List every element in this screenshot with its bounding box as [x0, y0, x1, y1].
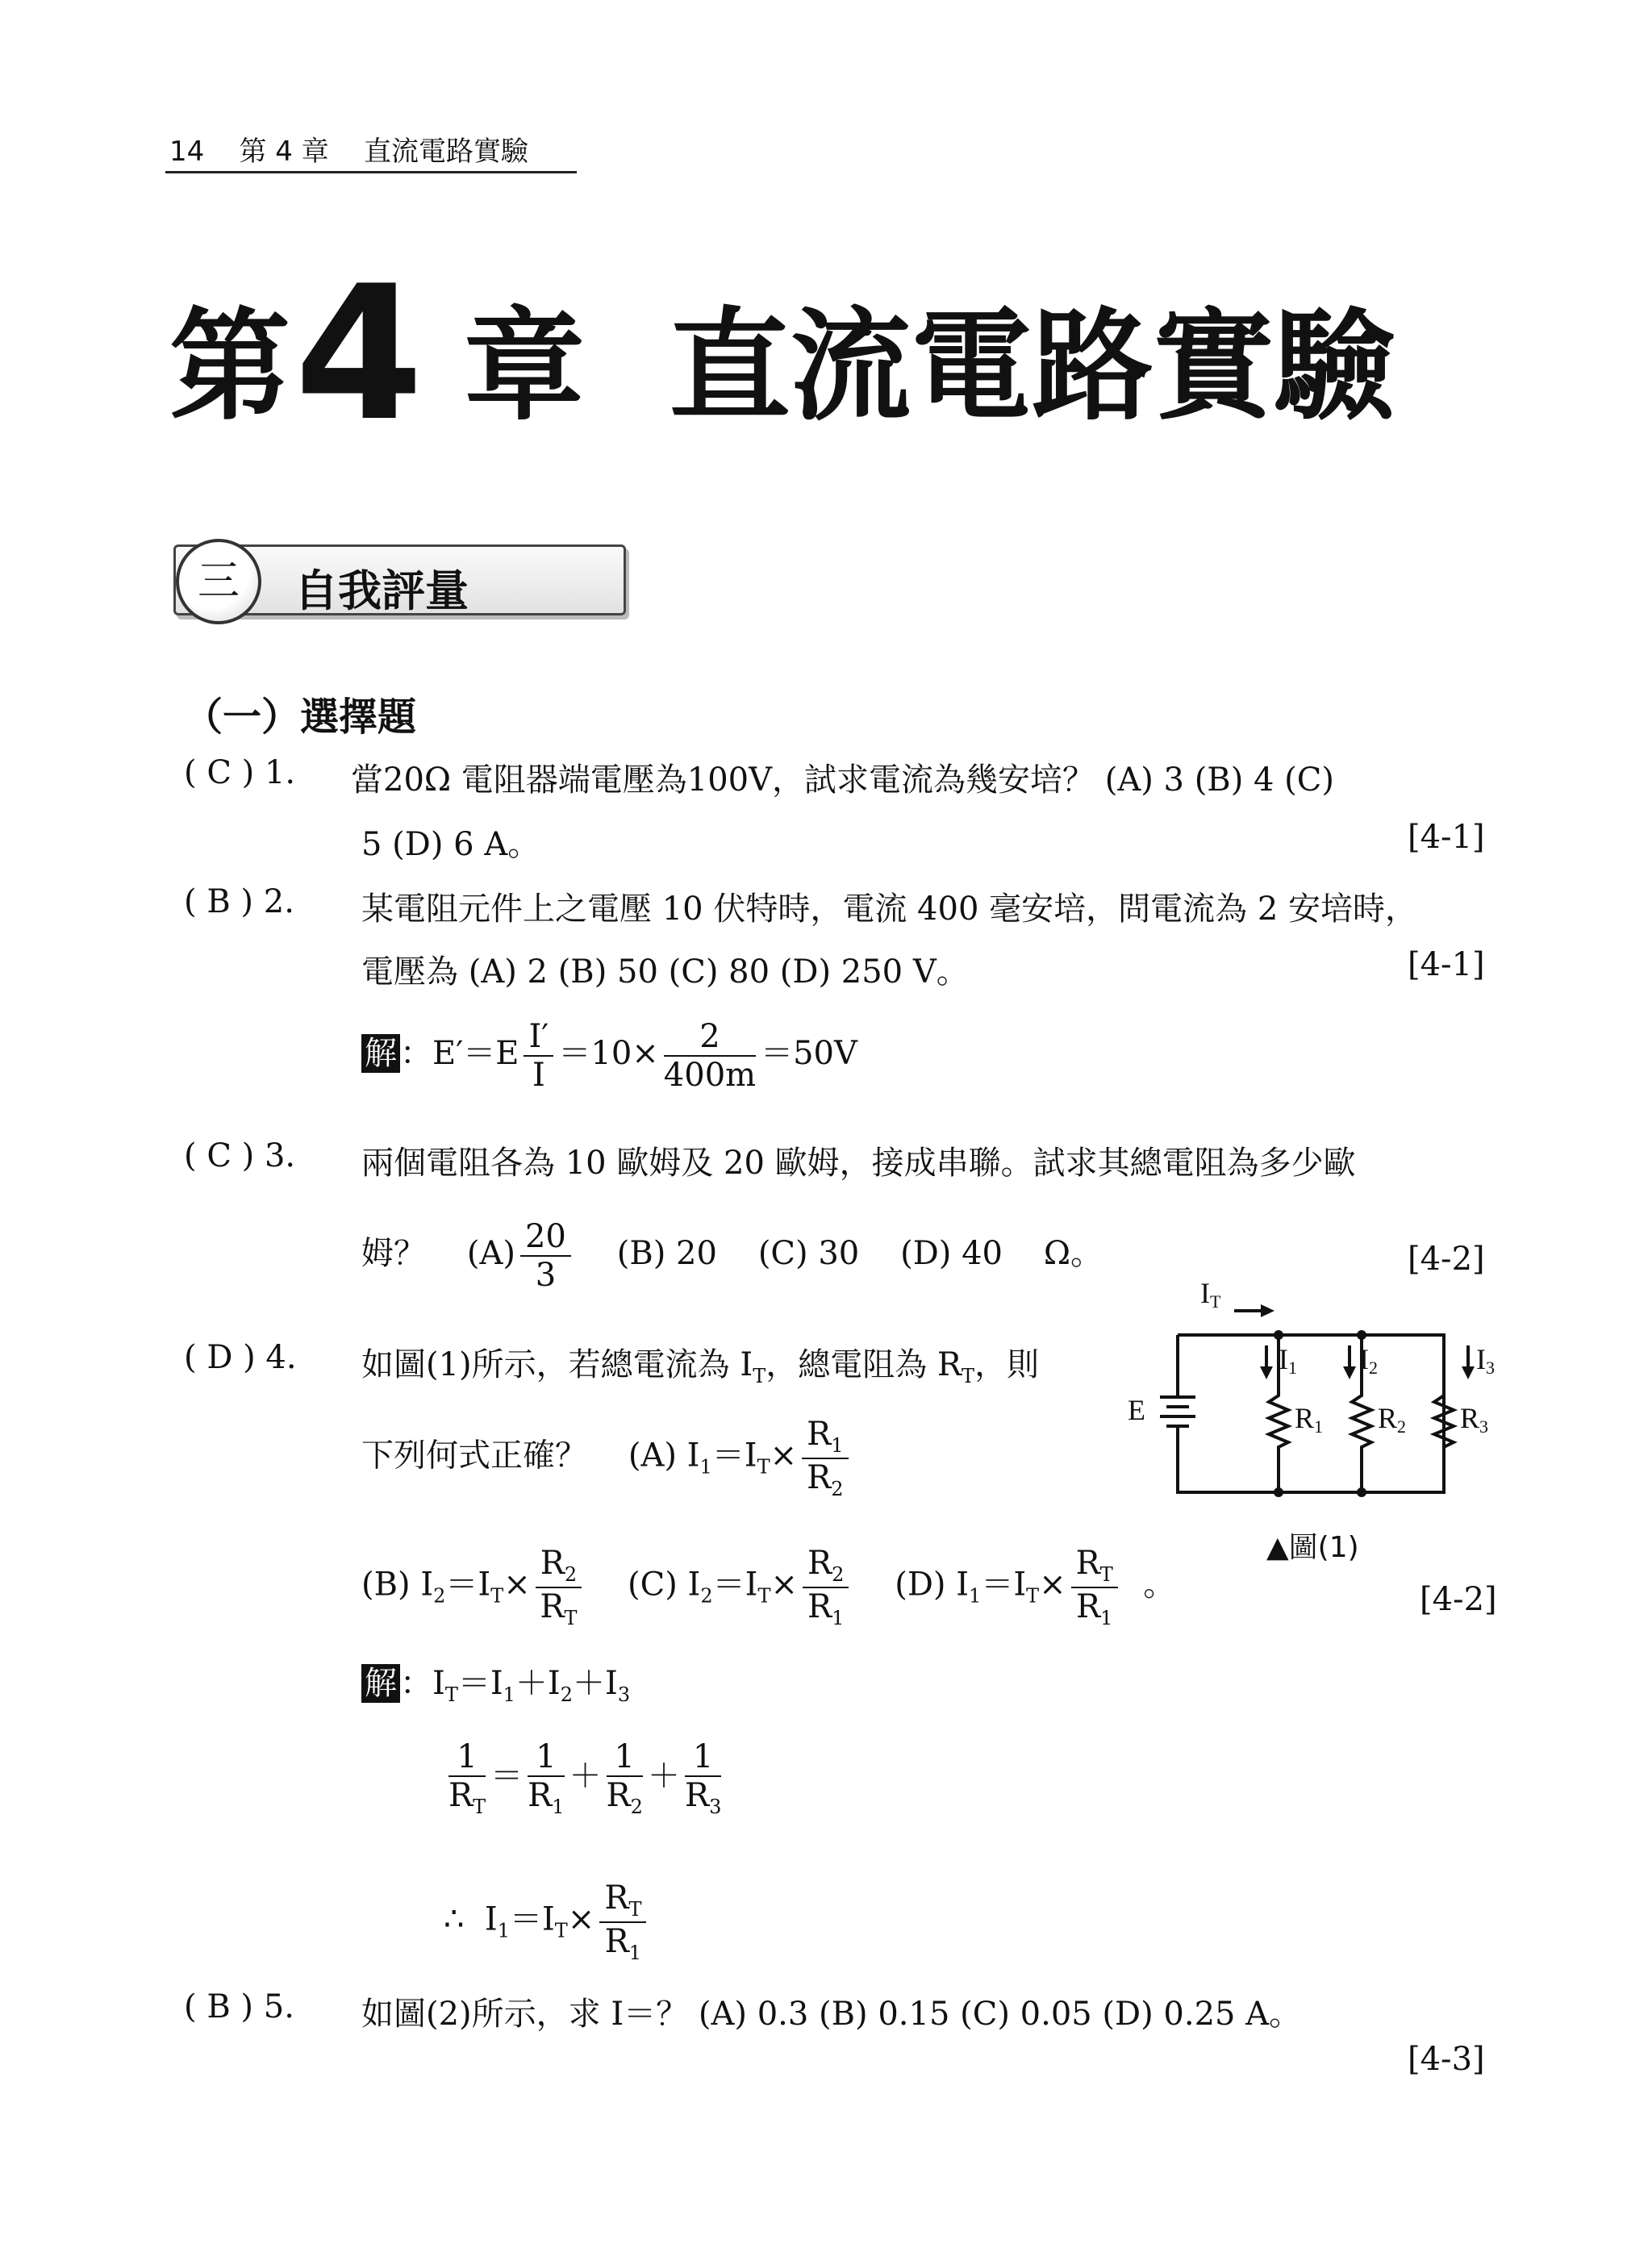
eq: ＝I [712, 1566, 758, 1604]
q4-solution-line1 [361, 1658, 630, 1706]
q2-frac1-den: I [532, 1057, 545, 1094]
sub: T [473, 1796, 486, 1818]
q4-times: × [770, 1437, 798, 1475]
q3-line2-a: 姆？ (A) [361, 1235, 515, 1272]
q2-sol-c: ＝50V [761, 1035, 857, 1072]
header-chapter: 第 4 章 [239, 136, 329, 168]
sub: 2 [831, 1477, 844, 1500]
sub: T [628, 1898, 642, 1921]
t: I [1359, 1343, 1369, 1375]
frac-den-text: R [807, 1458, 832, 1496]
frac-den [803, 1588, 849, 1630]
figure-caption: ▲圖(1) [1266, 1531, 1359, 1564]
resistor-r3 [1434, 1335, 1454, 1492]
q3-frac [520, 1218, 571, 1294]
q4-ref: [4-2] [1420, 1581, 1497, 1618]
chapter-title-first: 第 [169, 297, 291, 437]
q4-opt-d: (D) I [895, 1566, 970, 1604]
eq: ＝I [445, 1566, 491, 1604]
frac-text: R [606, 1777, 631, 1814]
label-r2 [1378, 1402, 1406, 1437]
sub: T [1026, 1584, 1040, 1608]
frac-text: R [540, 1587, 565, 1625]
q2-frac1-num: I′ [524, 1018, 553, 1057]
q4-eq: ＝I [711, 1437, 757, 1475]
sub: 1 [497, 1919, 510, 1942]
sub: T [554, 1919, 568, 1942]
frac-text: R [1075, 1545, 1100, 1582]
page-number: 14 [169, 136, 205, 168]
t: 1 [1314, 1416, 1324, 1437]
q5-line1: 如圖(2)所示，求 I＝？ (A) 0.3 (B) 0.15 (C) 0.05 (D) 0.25 A。 [361, 1996, 1302, 2033]
label-i1 [1279, 1343, 1297, 1378]
q2-line1: 某電阻元件上之電壓 10 伏特時，電流 400 毫安培，問電流為 2 安培時， [361, 891, 1417, 928]
frac-num [599, 1879, 646, 1923]
t: R [1378, 1402, 1398, 1434]
q5-ref: [4-3] [1408, 2041, 1485, 2078]
frac-num: 1 [685, 1738, 721, 1777]
sub: 3 [617, 1683, 631, 1706]
q4-line1-a: 如圖(1)所示，若總電流為 I [361, 1346, 753, 1383]
node [1274, 1487, 1283, 1497]
frac-r1 [528, 1738, 564, 1819]
q3-frac-num: 20 [520, 1218, 571, 1257]
frac-r3 [685, 1738, 721, 1819]
sol-text: ：I [400, 1665, 445, 1702]
frac-text: R [807, 1545, 832, 1582]
circuit-figure [1113, 1266, 1500, 1581]
section-title: 自我評量 [294, 565, 469, 616]
subsection-title: （一）選擇題 [184, 695, 417, 740]
q4-solution-line3 [444, 1879, 651, 1964]
t: R [1295, 1402, 1315, 1434]
q4-frac-d [1071, 1545, 1118, 1629]
q2-frac2-num: 2 [664, 1018, 756, 1057]
node [1357, 1487, 1366, 1497]
eq: ＝I [981, 1566, 1027, 1604]
frac-text: R [604, 1922, 629, 1960]
header-chapter-title: 直流電路實驗 [363, 136, 528, 168]
q3-line1: 兩個電阻各為 10 歐姆及 20 歐姆，接成串聯。試求其總電阻為多少歐 [361, 1145, 1356, 1182]
node [1274, 1330, 1283, 1340]
eq: ＝I [509, 1900, 555, 1938]
frac-num [803, 1545, 849, 1588]
solution-label: 解 [361, 1664, 400, 1703]
frac-num-text: R [807, 1416, 832, 1453]
q2-frac1 [524, 1018, 553, 1094]
header-rule [165, 171, 577, 173]
sol-eq: ＝I [457, 1665, 503, 1702]
q4-line3 [361, 1545, 1175, 1629]
arrow-i1-head [1260, 1366, 1273, 1379]
q2-solution [361, 1018, 857, 1094]
running-header [169, 129, 528, 169]
arrow-i3-head [1462, 1366, 1475, 1379]
t: I [1279, 1343, 1288, 1375]
q5-answer: ( B ) 5. [184, 1988, 294, 2025]
times: × [770, 1566, 798, 1604]
frac-den [448, 1777, 486, 1819]
q3-line2-b: (B) 20 (C) 30 (D) 40 Ω。 [575, 1235, 1103, 1272]
therefore: ∴ I [444, 1900, 498, 1938]
q2-ref: [4-1] [1408, 946, 1485, 983]
q4-sub: 1 [699, 1455, 712, 1479]
sub: 2 [832, 1563, 845, 1586]
arrow-it-head [1261, 1304, 1274, 1317]
frac-den [1071, 1588, 1118, 1630]
sub: 2 [433, 1584, 446, 1608]
t: 1 [1288, 1358, 1297, 1378]
sub: 1 [552, 1796, 565, 1818]
sub: 2 [630, 1796, 643, 1818]
q1-answer: ( C ) 1. [184, 754, 296, 791]
q1-line2: 5 (D) 6 A。 [361, 826, 540, 863]
sub: 1 [628, 1941, 642, 1964]
sub: T [444, 1683, 458, 1706]
q3-line2 [361, 1218, 1103, 1294]
label-r3 [1460, 1402, 1488, 1437]
sol-plus: ＋I [515, 1665, 561, 1702]
label-e: E [1128, 1394, 1145, 1426]
frac-den [802, 1459, 848, 1501]
q4-frac-a [802, 1416, 848, 1500]
frac-rt [448, 1738, 486, 1819]
t: 3 [1479, 1416, 1489, 1437]
frac-text: R [528, 1777, 553, 1814]
sub: 1 [832, 1606, 845, 1629]
frac-den [607, 1777, 643, 1819]
frac-text: R [448, 1777, 473, 1814]
frac-r2 [607, 1738, 643, 1819]
q4-answer: ( D ) 4. [184, 1339, 297, 1376]
frac-num: 1 [528, 1738, 564, 1777]
label-i3 [1476, 1343, 1495, 1378]
q3-frac-den: 3 [535, 1257, 557, 1294]
chapter-number: 4 [294, 247, 424, 462]
sub: T [564, 1606, 578, 1629]
frac-text: R [807, 1587, 832, 1625]
q2-frac2-den: 400m [663, 1057, 757, 1094]
q2-line2: 電壓為 (A) 2 (B) 50 (C) 80 (D) 250 V。 [361, 953, 969, 991]
t: T [1210, 1291, 1221, 1312]
q3-answer: ( C ) 3. [184, 1137, 296, 1174]
q4-line1 [361, 1339, 1039, 1387]
frac-den [685, 1777, 721, 1819]
q4-opt-b: (B) I [361, 1566, 434, 1604]
q4-line1-sub: T [753, 1365, 766, 1387]
label-it [1200, 1277, 1221, 1312]
q4-sub: T [757, 1455, 770, 1479]
frac-text: R [540, 1545, 565, 1582]
q4-line1-sub2: T [962, 1365, 975, 1387]
section-numeral: 三 [176, 539, 261, 624]
q4-line1-c: ，則 [974, 1346, 1040, 1383]
t: 2 [1369, 1358, 1378, 1378]
sub: T [757, 1584, 771, 1608]
t: I [1200, 1277, 1210, 1309]
q4-end: 。 [1143, 1566, 1176, 1604]
sub: 1 [503, 1683, 515, 1706]
frac-text: R [1076, 1587, 1101, 1625]
q3-ref: [4-2] [1408, 1241, 1485, 1278]
q4-opt-c: (C) I [628, 1566, 701, 1604]
arrow-i2-head [1343, 1366, 1356, 1379]
node [1357, 1330, 1366, 1340]
sol-plus: ＋I [573, 1665, 618, 1702]
q1-ref: [4-1] [1408, 819, 1485, 856]
sub: T [1099, 1563, 1113, 1586]
sub: 2 [700, 1584, 713, 1608]
times: × [503, 1566, 531, 1604]
q4-frac-c [803, 1545, 849, 1629]
q4-line2 [361, 1416, 853, 1500]
solution-label: 解 [361, 1034, 400, 1073]
t: R [1460, 1402, 1480, 1434]
frac-num [536, 1545, 582, 1588]
label-r1 [1295, 1402, 1323, 1437]
frac-text: R [684, 1777, 710, 1814]
frac-den [528, 1777, 564, 1819]
times: × [1039, 1566, 1066, 1604]
frac-num: 1 [607, 1738, 643, 1777]
sub: 2 [564, 1563, 578, 1586]
sub: 3 [709, 1796, 722, 1818]
frac-num [802, 1416, 848, 1459]
times: × [567, 1900, 595, 1938]
sub: 1 [831, 1434, 844, 1457]
q4-line1-b: ，總電阻為 R [766, 1346, 962, 1383]
q1-line1: 當20Ω 電阻器端電壓為100V，試求電流為幾安培？ (A) 3 (B) 4 (C) [351, 761, 1335, 799]
sub: T [490, 1584, 504, 1608]
q2-sol-a: ：E′＝E [400, 1035, 519, 1072]
sub: 2 [560, 1683, 574, 1706]
t: I [1476, 1343, 1486, 1375]
label-i2 [1359, 1343, 1378, 1378]
frac-final [599, 1879, 646, 1964]
t: 3 [1486, 1358, 1495, 1378]
frac-den [536, 1588, 582, 1630]
q4-solution-line2: $\frac{1}{R_T}$ ＝ $\frac{1}{R_1}$ ＋ $\frac{1}{R_2}$ ＋ $\frac{1}{R_3}$ [448, 1738, 722, 1818]
q4-opt-a: 下列何式正確？ (A) I [361, 1437, 700, 1475]
sub: 1 [1100, 1606, 1113, 1629]
chapter-title-rest: 章 直流電路實驗 [464, 297, 1395, 437]
q2-frac2 [664, 1018, 756, 1094]
sub: 1 [969, 1584, 982, 1608]
q2-sol-b: ＝10× [558, 1035, 659, 1072]
q4-frac-b [536, 1545, 582, 1629]
frac-num: 1 [448, 1738, 486, 1777]
frac-den [599, 1923, 646, 1965]
frac-num [1071, 1545, 1118, 1588]
t: 2 [1397, 1416, 1407, 1437]
frac-text: R [604, 1879, 629, 1917]
q2-answer: ( B ) 2. [184, 883, 294, 920]
